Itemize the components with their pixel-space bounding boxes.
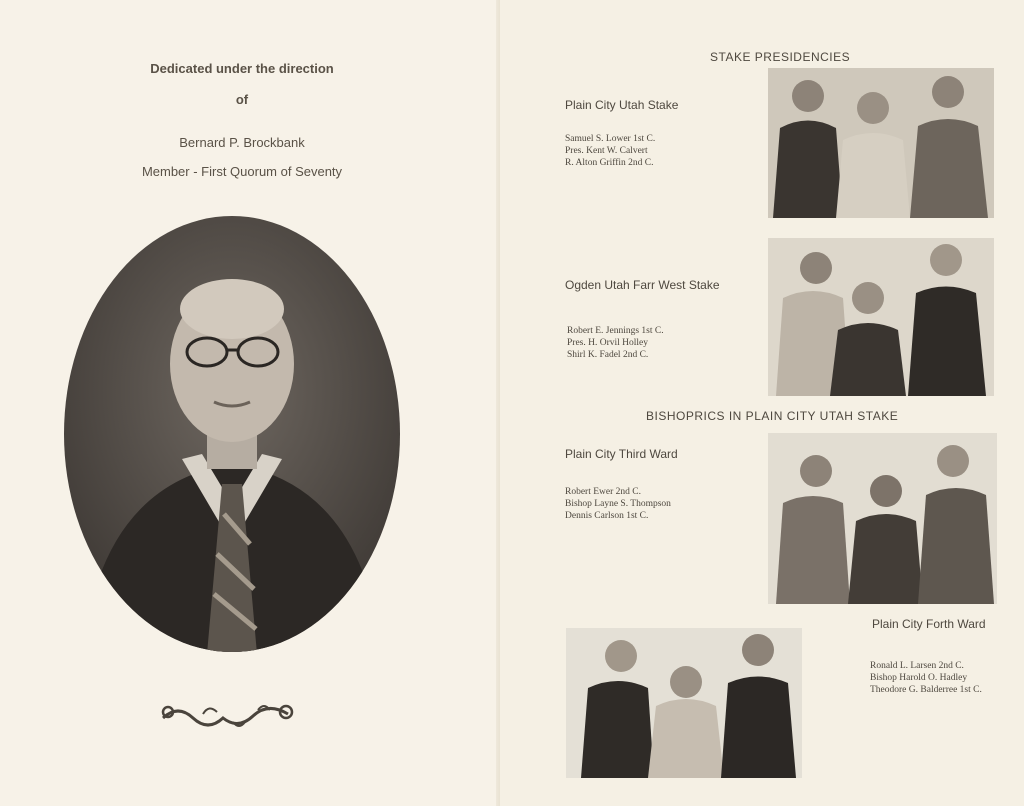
stake-presidencies-heading: STAKE PRESIDENCIES <box>710 50 851 64</box>
stake-members <box>565 133 655 169</box>
stake-name: Ogden Utah Farr West Stake <box>565 278 720 292</box>
member-name: Robert E. Jennings 1st C. <box>567 326 664 336</box>
bishopric-photo <box>768 433 997 604</box>
ward-name: Plain City Forth Ward <box>872 617 986 631</box>
bishoprics-heading: BISHOPRICS IN PLAIN CITY UTAH STAKE <box>646 409 899 423</box>
member-name: Bishop Harold O. Hadley <box>870 673 968 683</box>
member-name: Samuel S. Lower 1st C. <box>565 134 656 144</box>
stake-presidency-photo <box>768 238 994 396</box>
stake-members <box>567 325 664 361</box>
portrait-oval-photo <box>62 214 402 654</box>
member-name: Pres. Kent W. Calvert <box>565 146 648 156</box>
dedication-name: Bernard P. Brockbank <box>179 135 305 150</box>
stake-presidency-photo <box>768 68 994 218</box>
ornament-flourish-icon <box>158 700 298 732</box>
member-name: Robert Ewer 2nd C. <box>565 487 641 497</box>
left-page <box>0 0 500 806</box>
bishopric-photo <box>566 628 802 778</box>
dedication-line-1: Dedicated under the direction <box>150 61 334 76</box>
ward-members <box>870 660 982 696</box>
right-page <box>500 0 1024 806</box>
stake-name: Plain City Utah Stake <box>565 98 679 112</box>
member-name: Pres. H. Orvil Holley <box>567 338 649 348</box>
ward-members <box>565 486 671 522</box>
member-name: Theodore G. Balderree 1st C. <box>870 685 982 695</box>
member-name: R. Alton Griffin 2nd C. <box>565 158 654 168</box>
member-name: Shirl K. Fadel 2nd C. <box>567 350 649 360</box>
member-name: Dennis Carlson 1st C. <box>565 511 649 521</box>
dedication-title: Member - First Quorum of Seventy <box>141 164 343 179</box>
ward-name: Plain City Third Ward <box>565 447 678 461</box>
dedication-line-2: of <box>235 92 249 107</box>
member-name: Ronald L. Larsen 2nd C. <box>870 661 964 671</box>
member-name: Bishop Layne S. Thompson <box>565 499 671 509</box>
